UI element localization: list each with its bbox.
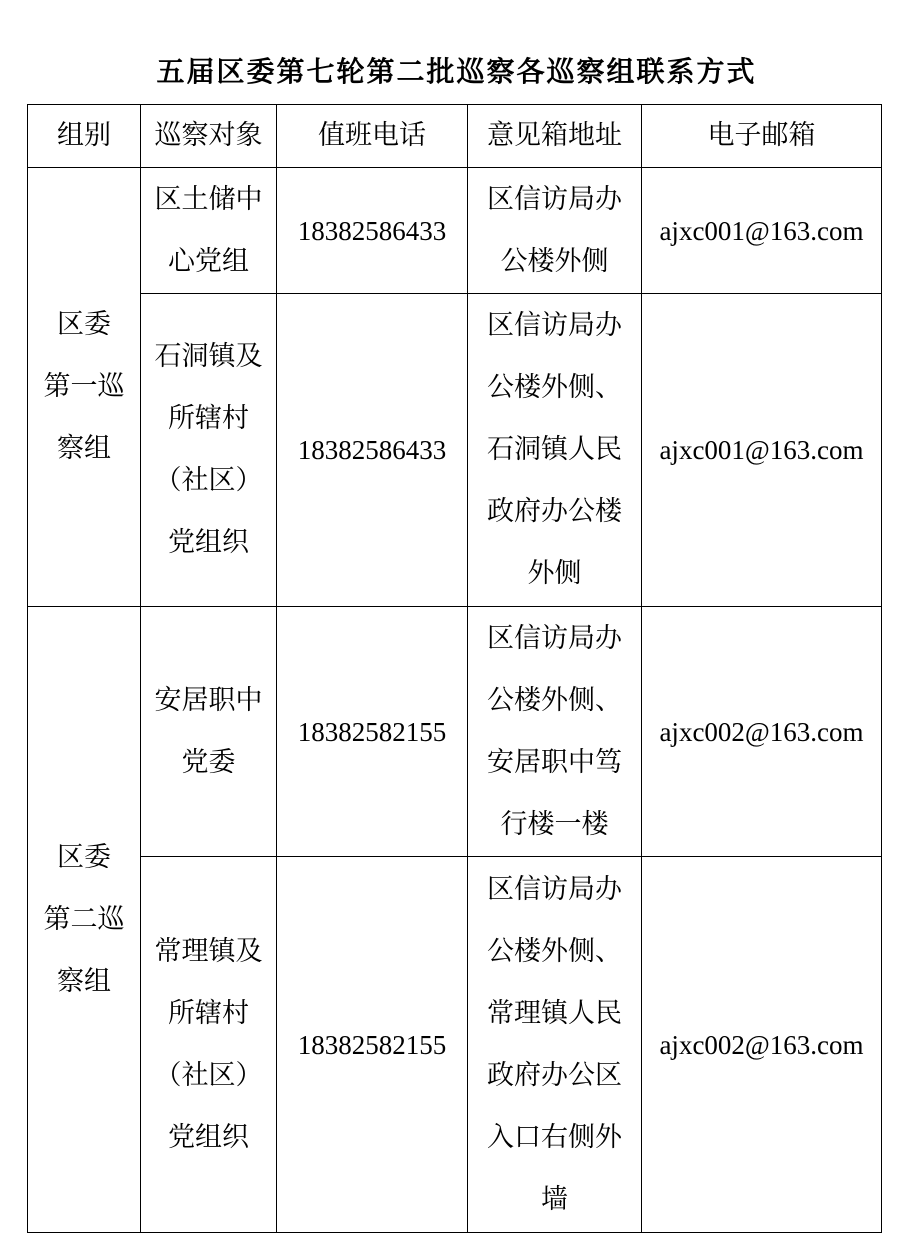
group-name-cell <box>28 168 141 607</box>
box-text: 区信访局办 公楼外侧、 安居职中笃 行楼一楼 <box>487 622 622 840</box>
target-cell <box>141 294 277 607</box>
table-row <box>28 294 882 607</box>
group-name-cell <box>28 607 141 1233</box>
target-cell <box>141 607 277 857</box>
box-text: 区信访局办 公楼外侧 <box>487 183 622 277</box>
group-name: 区委 第二巡 察组 <box>43 841 125 997</box>
email-cell: ajxc002@163.com <box>642 607 882 857</box>
table-row <box>28 607 882 857</box>
contacts-table <box>27 104 882 1233</box>
header-row <box>28 105 882 168</box>
box-cell <box>468 294 642 607</box>
phone-cell: 18382586433 <box>277 168 468 294</box>
email-cell: ajxc001@163.com <box>642 294 882 607</box>
group-name: 区委 第一巡 察组 <box>43 309 125 464</box>
box-cell <box>468 857 642 1233</box>
box-cell <box>468 168 642 294</box>
target-cell <box>141 857 277 1233</box>
target-text: 石洞镇及 所辖村 （社区） 党组织 <box>154 341 263 558</box>
header-phone: 值班电话 <box>277 105 468 168</box>
header-email: 电子邮箱 <box>642 105 882 168</box>
box-cell <box>468 607 642 857</box>
table-row <box>28 857 882 1233</box>
box-text: 区信访局办 公楼外侧、 石洞镇人民 政府办公楼 外侧 <box>487 310 622 589</box>
target-text: 安居职中 党委 <box>154 684 263 778</box>
target-text: 常理镇及 所辖村 （社区） 党组织 <box>154 935 263 1153</box>
phone-cell: 18382582155 <box>277 857 468 1233</box>
header-box: 意见箱地址 <box>468 105 642 168</box>
target-cell <box>141 168 277 294</box>
target-text: 区土储中 心党组 <box>154 183 263 277</box>
email-cell: ajxc001@163.com <box>642 168 882 294</box>
header-target: 巡察对象 <box>141 105 277 168</box>
document-title: 五届区委第七轮第二批巡察各巡察组联系方式 <box>156 55 757 88</box>
phone-cell: 18382582155 <box>277 607 468 857</box>
email-cell: ajxc002@163.com <box>642 857 882 1233</box>
table-row <box>28 168 882 294</box>
header-group: 组别 <box>28 105 141 168</box>
phone-cell: 18382586433 <box>277 294 468 607</box>
box-text: 区信访局办 公楼外侧、 常理镇人民 政府办公区 入口右侧外 墙 <box>487 873 622 1215</box>
